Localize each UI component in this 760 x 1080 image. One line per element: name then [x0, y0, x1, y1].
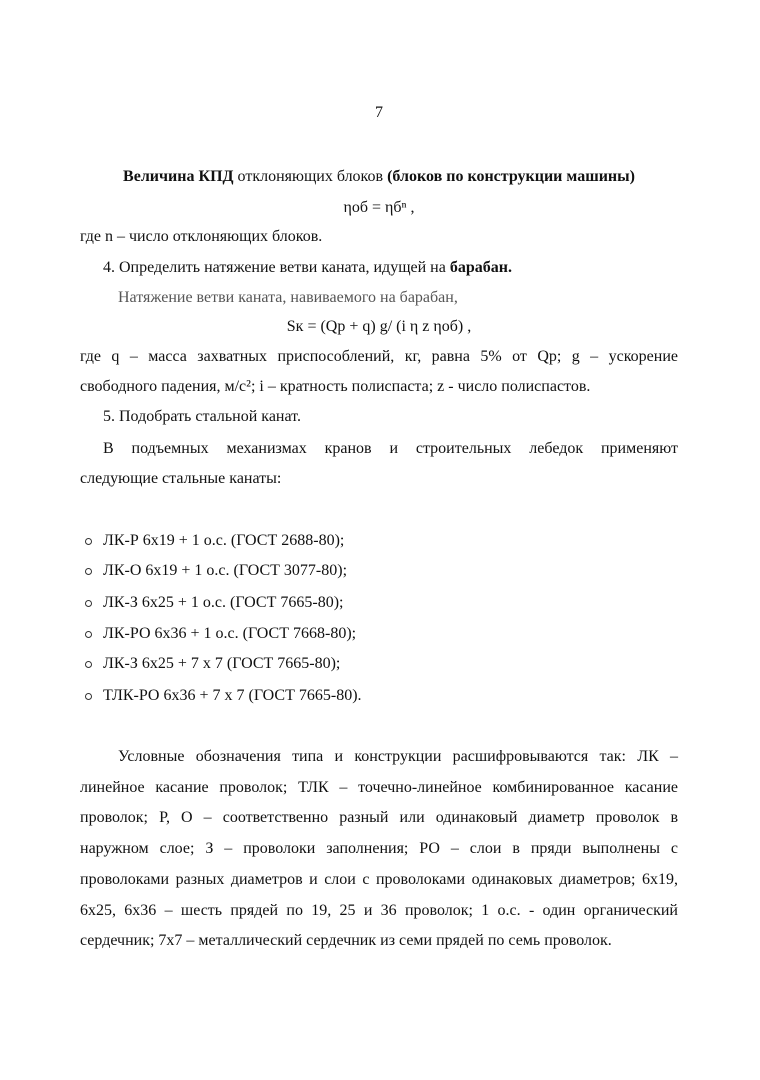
bullet-icon — [85, 538, 92, 545]
rope-text: ЛК-РО 6х36 + 1 о.с. (ГОСТ 7668-80); — [103, 625, 357, 642]
heading-bold-part-2: (блоков по конструкции машины) — [387, 168, 635, 185]
rope-list-item — [103, 561, 347, 581]
legend-paragraph: Условные обозначения типа и конструкции расшифровываются так: ЛК – линейное касание проволок; ТЛК – точечно-линейное комбинированное касание проволок; Р, О – соответственно разный или одинаковый диаметр проволок в наружном слое; З – проволоки заполнения; РО – слои в пряди выполнены с проволоками разных диаметров и слои с проволоками одинаковых диаметров; 6х19, 6х25, 6х36 – шесть прядей по 19, 25 и 36 проволок; 1 о.с. - один органический сердечник; 7х7 – металлический сердечник из семи прядей по семь проволок. — [80, 748, 678, 950]
heading-bold-part: Величина КПД — [123, 168, 234, 185]
page-number: 7 — [375, 104, 383, 121]
bullet-icon — [85, 631, 92, 638]
rope-text: ЛК-Р 6х19 + 1 о.с. (ГОСТ 2688-80); — [103, 532, 345, 549]
where-q-line-1: где q – масса захватных приспособлений, кг, равна 5% от Qр; g – ускорение — [80, 348, 678, 365]
step-4-text: 4. Определить натяжение ветви каната, идущей на — [103, 259, 450, 276]
where-n-text: где n – число отклоняющих блоков. — [80, 228, 323, 245]
intro-line-1: В подъемных механизмах кранов и строительных лебедок применяют — [103, 440, 678, 457]
section-heading — [80, 167, 678, 187]
rope-list-item — [103, 624, 356, 644]
rope-text: ЛК-З 6х25 + 1 о.с. (ГОСТ 7665-80); — [103, 594, 344, 611]
rope-list-item — [103, 593, 343, 613]
intro-line-2: следующие стальные канаты: — [80, 470, 282, 487]
step-5: 5. Подобрать стальной канат. — [103, 408, 301, 425]
rope-text: ЛК-З 6х25 + 7 х 7 (ГОСТ 7665-80); — [103, 655, 341, 672]
bullet-icon — [85, 600, 92, 607]
rope-list-item — [103, 531, 344, 551]
formula-tension: Sк = (Qр + q) g/ (i η z ηоб) , — [286, 318, 472, 335]
where-q-line-2: свободного падения, м/с²; i – кратность полиспаста; z - число полиспастов. — [80, 378, 591, 395]
bullet-icon — [85, 661, 92, 668]
bullet-icon — [85, 693, 92, 700]
bullet-icon — [85, 568, 92, 575]
tension-intro: Натяжение ветви каната, навиваемого на барабан, — [118, 289, 458, 306]
rope-list-item — [103, 686, 362, 706]
heading-normal-part: отклоняющих блоков — [233, 168, 388, 185]
formula-efficiency: ηоб = ηбⁿ , — [343, 199, 415, 216]
rope-text: ЛК-О 6х19 + 1 о.с. (ГОСТ 3077-80); — [103, 562, 348, 579]
step-4 — [103, 258, 701, 278]
rope-text: ТЛК-РО 6х36 + 7 х 7 (ГОСТ 7665-80). — [103, 687, 362, 704]
step-4-bold: барабан. — [449, 259, 512, 276]
rope-list-item — [103, 654, 340, 674]
